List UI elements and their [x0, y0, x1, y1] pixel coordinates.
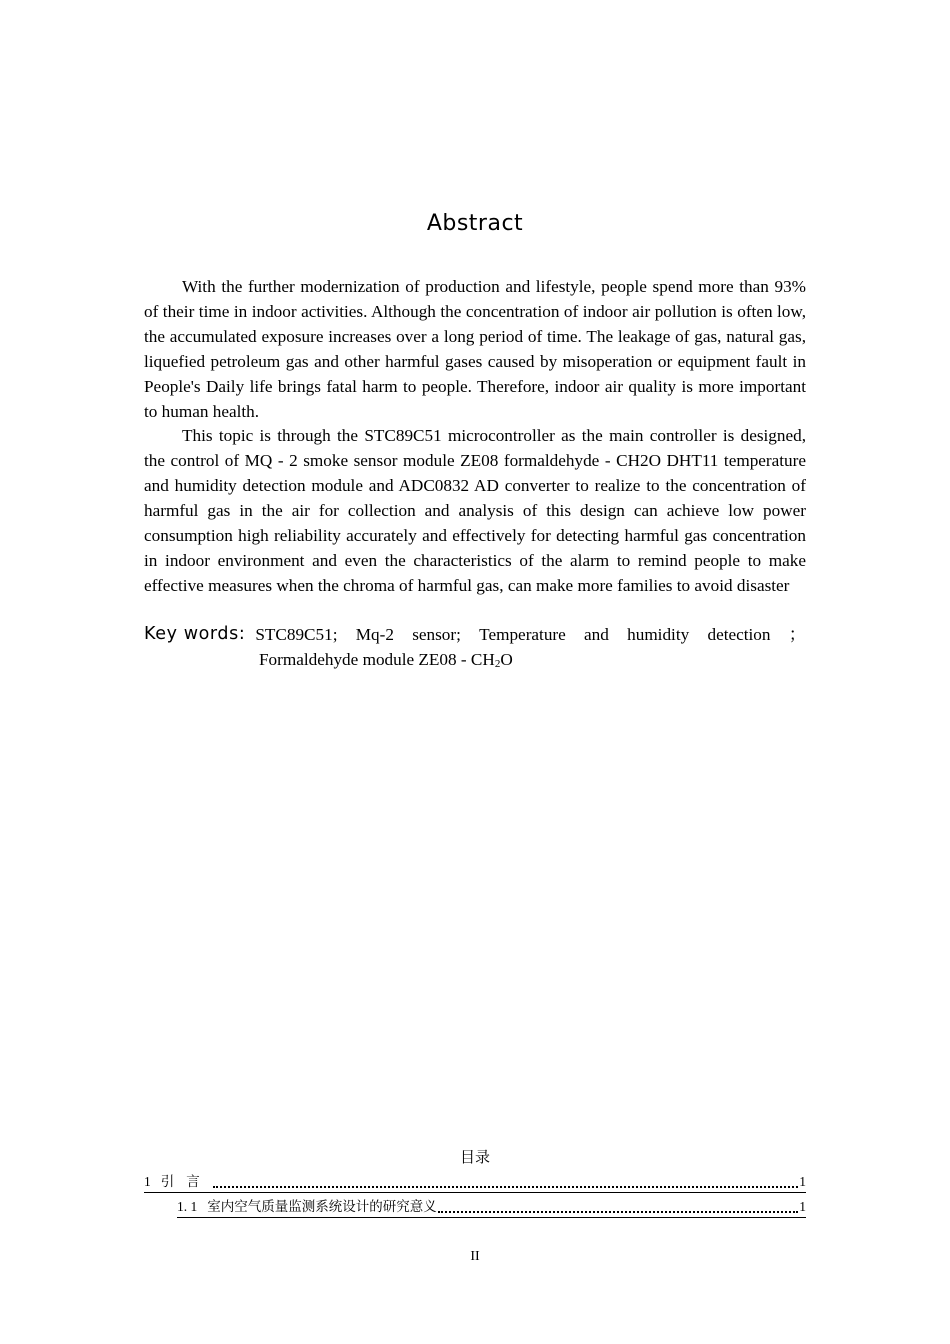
toc-dot-leader [438, 1211, 799, 1213]
toc-entry-number: 1. 1 [177, 1199, 198, 1214]
toc-entry-page: 1 [799, 1199, 806, 1214]
toc-entry-page: 1 [799, 1174, 806, 1189]
toc-dot-leader [213, 1186, 799, 1188]
toc-entry-text: 室内空气质量监测系统设计的研究意义 [207, 1199, 437, 1215]
keyword-suffix: O [500, 650, 513, 669]
toc-entry-text: 引言 [160, 1174, 212, 1190]
keyword-token: humidity [627, 625, 690, 644]
keyword-token: sensor; [412, 625, 461, 644]
keyword-token: STC89C51; [255, 625, 338, 644]
keyword-token: Mq-2 [355, 625, 394, 644]
keywords-label: Key words: [144, 624, 246, 644]
toc-entry-number: 1 [144, 1174, 151, 1189]
abstract-paragraph-1: With the further modernization of production and lifestyle, people spend more than 93% of their time in indoor activities. Although the concentration of indoor air pollution is often low, the accumulated exposure increases over a long period of time. The leakage of gas, natural gas, liquefied petroleum gas and other harmful gases caused by misoperation or equipment fault in People's Daily life brings fatal harm to people. Therefore, indoor air quality is more important to human health. [144, 277, 806, 421]
abstract-title: Abstract [426, 211, 524, 236]
keywords-line-1 [144, 622, 806, 647]
toc-title: 目录 [459, 1148, 490, 1166]
toc-entry-1[interactable] [144, 1172, 806, 1193]
keyword-formaldehyde: Formaldehyde module ZE08 - CH [259, 650, 495, 669]
keywords-block [144, 622, 806, 677]
keyword-token: and [584, 625, 609, 644]
toc-entry-2[interactable] [177, 1197, 806, 1218]
keyword-subscript: 2 [494, 658, 501, 670]
keywords-values [255, 622, 806, 647]
page-number: II [470, 1249, 480, 1264]
abstract-paragraph-2: This topic is through the STC89C51 microcontroller as the main controller is designed, the control of MQ - 2 smoke sensor module ZE08 formaldehyde - CH2O DHT11 temperature and humidity detection module and ADC0832 AD converter to realize to the concentration of harmful gas in the air for collection and analysis of this design can achieve low power consumption high reliability accurately and effectively for detecting harmful gas concentration in indoor environment and even the characteristics of the alarm to remind people to make effective measures when the chroma of harmful gas, can make more families to avoid disaster [144, 426, 806, 595]
keywords-line-2 [144, 647, 806, 677]
keyword-token: ； [788, 625, 806, 644]
keyword-token: detection [707, 625, 771, 644]
keyword-token: Temperature [479, 625, 566, 644]
